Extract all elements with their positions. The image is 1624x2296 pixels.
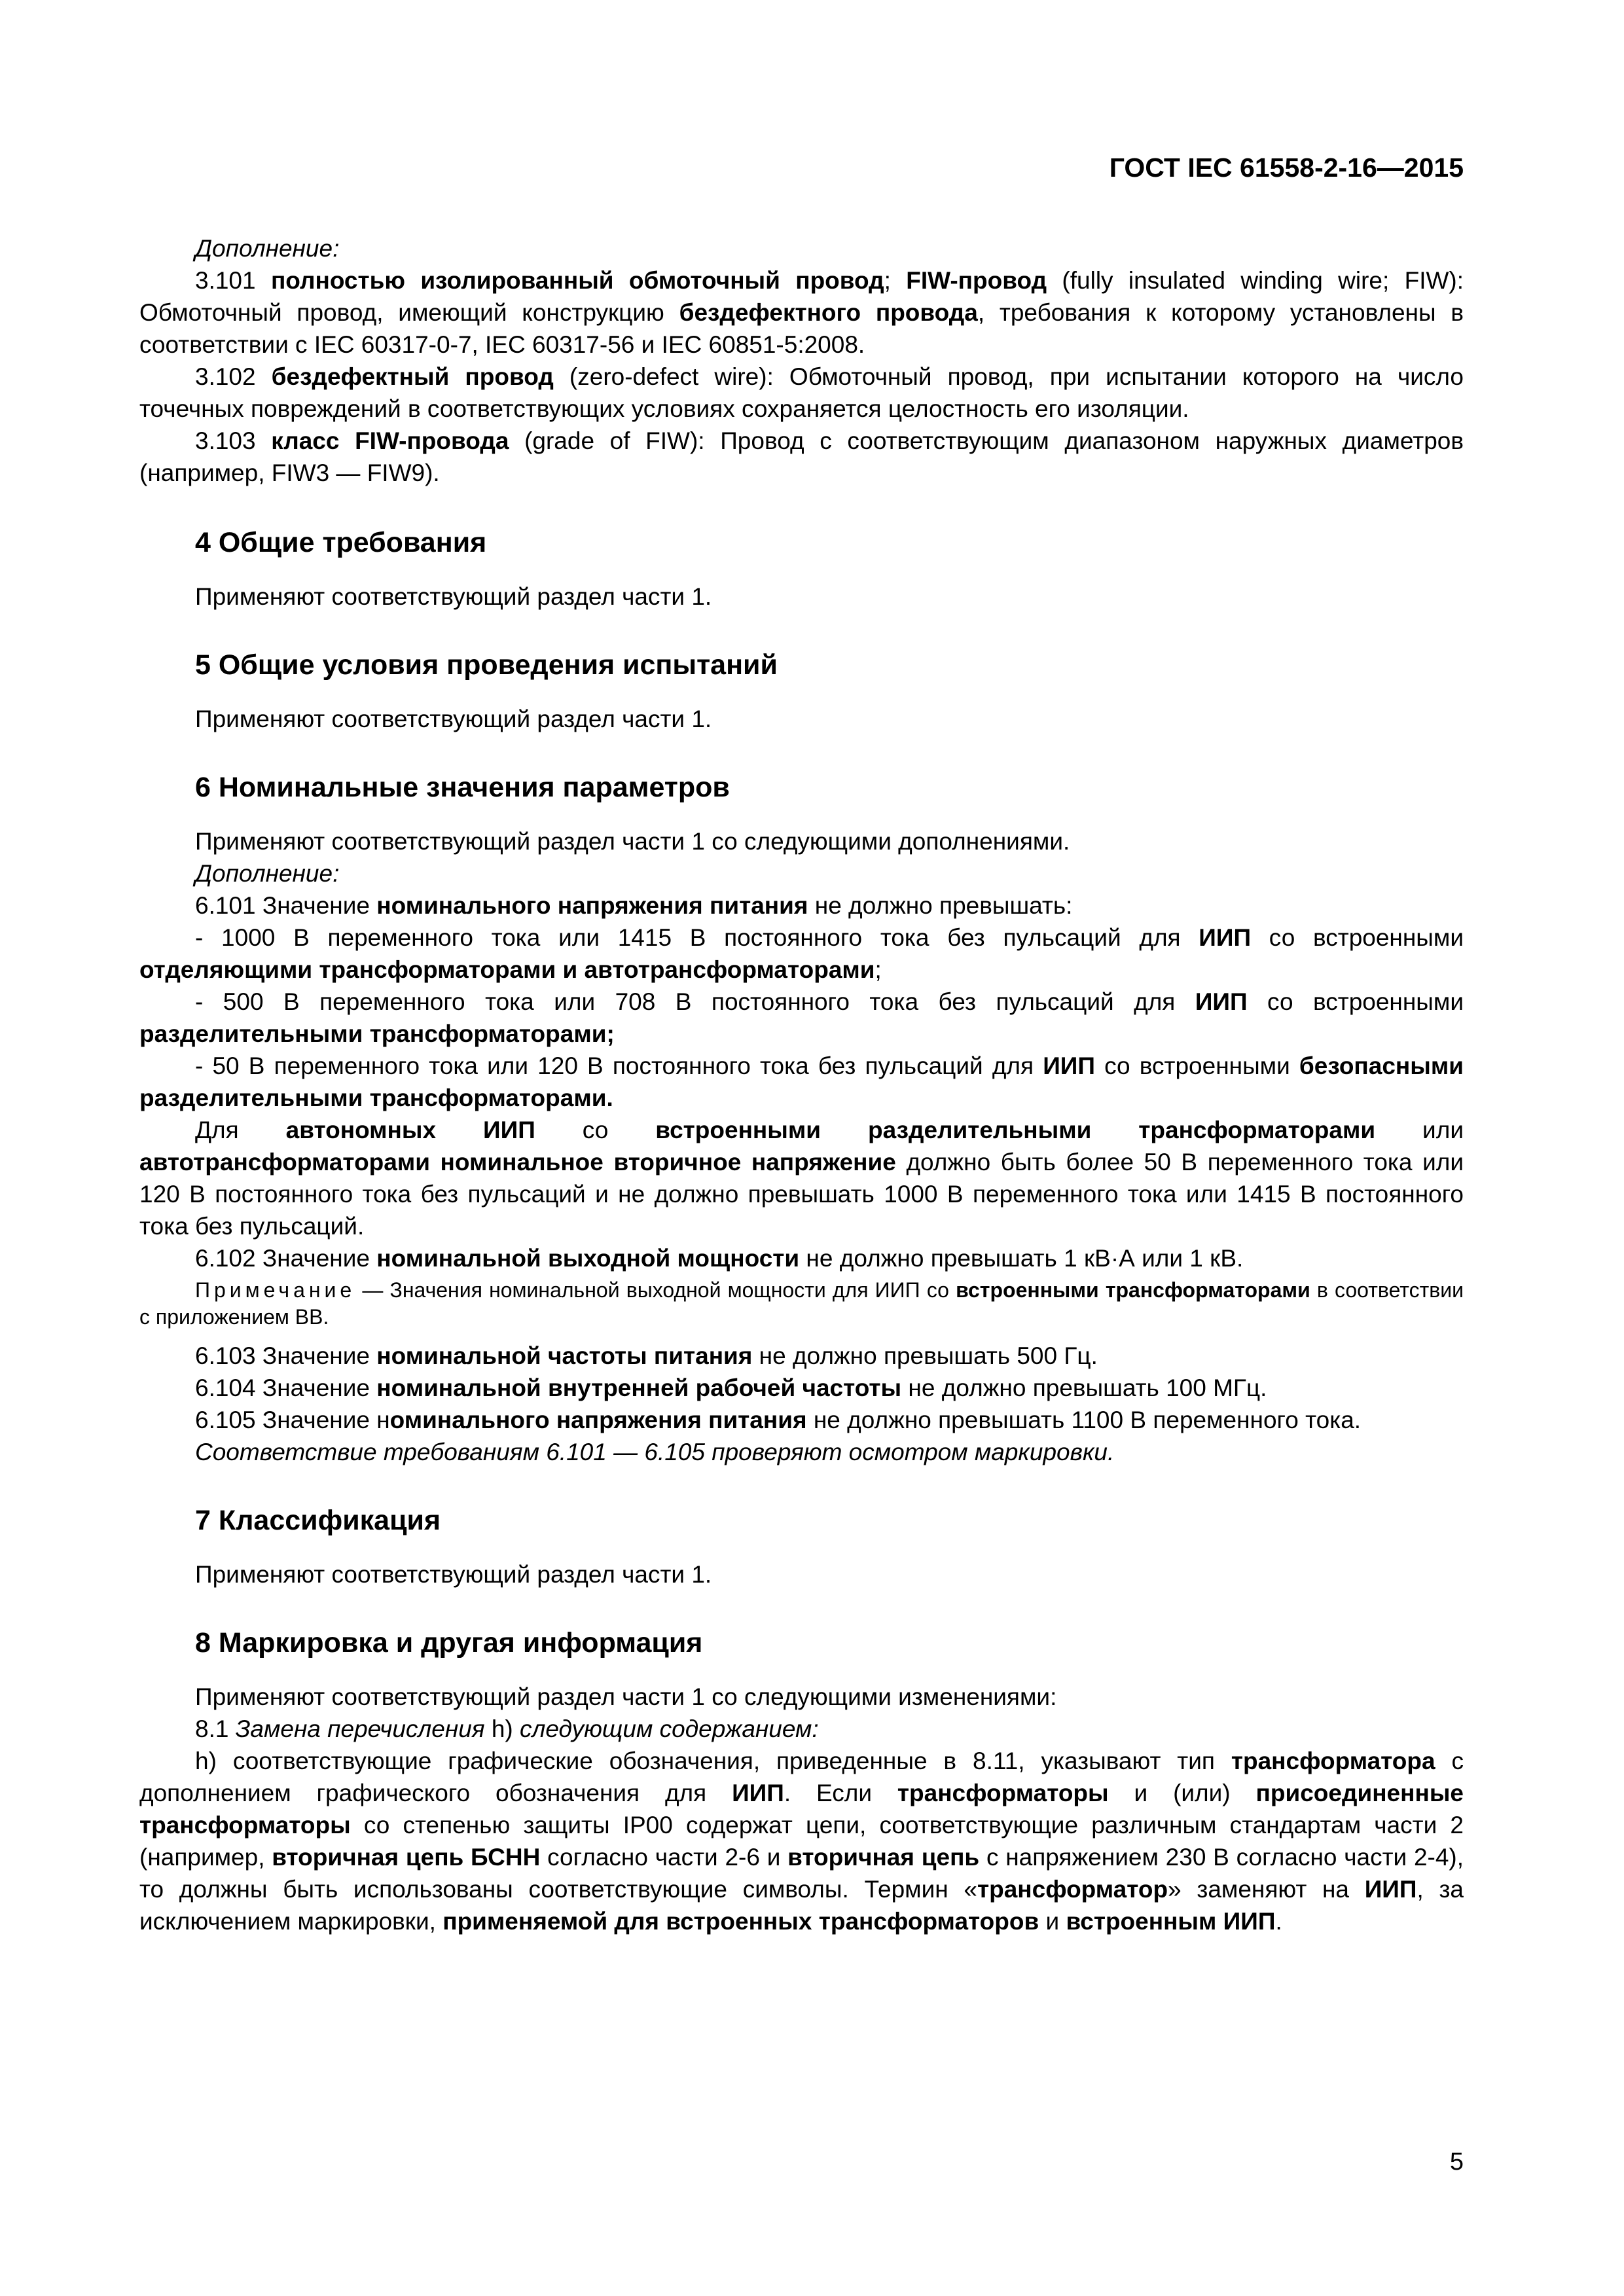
clause-6-105: 6.105 Значение номинального напряжения питания не должно превышать 1100 В переменного тока. [195, 1407, 1362, 1433]
section-6-addition-label: Дополнение: [195, 860, 340, 887]
section-6-intro: Применяют соответствующий раздел части 1 со следующими дополнениями. [195, 828, 1070, 855]
clause-6-101: 6.101 Значение номинального напряжения питания не должно превышать: [195, 892, 1073, 919]
section-4-heading: 4 Общие требования [195, 527, 487, 558]
page-number: 5 [1449, 2148, 1464, 2176]
section-8-intro: Применяют соответствующий раздел части 1 со следующими изменениями: [195, 1683, 1057, 1710]
section-7-heading: 7 Классификация [195, 1505, 441, 1536]
section-7-text: Применяют соответствующий раздел части 1. [195, 1561, 712, 1588]
note-label: Примечание [195, 1278, 356, 1302]
section-5-text: Применяют соответствующий раздел части 1. [195, 706, 712, 732]
clause-8-1: 8.1 Замена перечисления h) следующим содержанием: [195, 1715, 819, 1742]
list-item: - 1000 В переменного тока или 1415 В постоянного тока без пульсаций для ИИП со встроенными отделяющими трансформаторами и автотрансформаторами; [139, 924, 1464, 983]
conformity-statement: Соответствие требованиям 6.101 — 6.105 проверяют осмотром маркировки. [195, 1439, 1115, 1465]
clause-6-104: 6.104 Значение номинальной внутренней рабочей частоты не должно превышать 100 МГц. [195, 1374, 1267, 1401]
autonomous-psu-paragraph: Для автономных ИИП со встроенными разделительными трансформаторами или автотрансформаторами номинальное вторичное напряжение должно быть более 50 В переменного тока или 120 В постоянного тока без пульсаций и не должно превышать 1000 В переменного тока или 1415 В постоянного тока без пульсаций. [139, 1117, 1464, 1240]
document-body [139, 232, 1464, 1937]
section-4-text: Применяют соответствующий раздел части 1. [195, 583, 712, 610]
note: Примечание — Значения номинальной выходной мощности для ИИП со встроенными трансформаторами в соответствии с приложением ВВ. [139, 1278, 1464, 1329]
list-item: - 500 В переменного тока или 708 В постоянного тока без пульсаций для ИИП со встроенными разделительными трансформаторами; [139, 988, 1464, 1047]
list-item: - 50 В переменного тока или 120 В постоянного тока без пульсаций для ИИП со встроенными безопасными разделительными трансформаторами. [139, 1052, 1464, 1111]
definition-3-101: 3.101 полностью изолированный обмоточный провод; FIW-провод (fully insulated winding wire; FIW): Обмоточный провод, имеющий конструкцию бездефектного провода, требования к которому установлены в соответствии с IEC 60317-0-7, IEC 60317-56 и IEC 60851-5:2008. [139, 267, 1464, 358]
section-6-heading: 6 Номинальные значения параметров [195, 772, 730, 803]
section-5-heading: 5 Общие условия проведения испытаний [195, 649, 778, 681]
definition-3-103: 3.103 класс FIW-провода (grade of FIW): Провод с соответствующим диапазоном наружных диаметров (например, FIW3 — FIW9). [139, 427, 1464, 486]
addition-label: Дополнение: [195, 235, 340, 262]
definition-3-102: 3.102 бездефектный провод (zero-defect wire): Обмоточный провод, при испытании которого на число точечных повреждений в соответствующих условиях сохраняется целостность его изоляции. [139, 363, 1464, 422]
clause-6-102: 6.102 Значение номинальной выходной мощности не должно превышать 1 кВ·А или 1 кВ. [195, 1245, 1244, 1272]
section-8-heading: 8 Маркировка и другая информация [195, 1627, 703, 1659]
clause-6-103: 6.103 Значение номинальной частоты питания не должно превышать 500 Гц. [195, 1342, 1098, 1369]
standard-code-header: ГОСТ IEC 61558-2-16—2015 [1109, 152, 1464, 183]
item-h-paragraph: h) соответствующие графические обозначения, приведенные в 8.11, указывают тип трансформатора с дополнением графического обозначения для ИИП. Если трансформаторы и (или) присоединенные трансформаторы со степенью защиты IP00 содержат цепи, соответствующие различным стандартам части 2 (например, вторичная цепь БСНН согласно части 2-6 и вторичная цепь с напряжением 230 В согласно части 2-4), то должны быть использованы соответствующие символы. Термин «трансформатор» заменяют на ИИП, за исключением маркировки, применяемой для встроенных трансформаторов и встроенным ИИП. [139, 1748, 1464, 1935]
